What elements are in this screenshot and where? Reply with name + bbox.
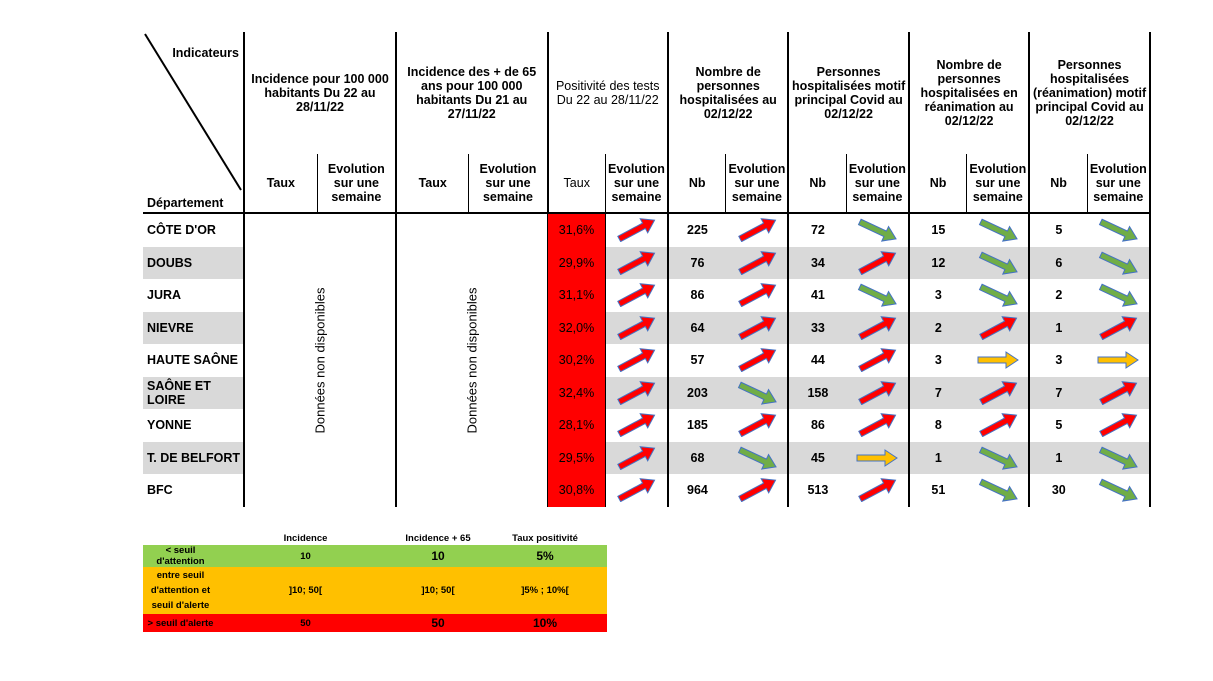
hospitalises-value: 185	[668, 409, 726, 442]
trend-up-arrow-icon	[614, 446, 658, 470]
hospitalises-trend	[726, 442, 788, 475]
positivite-trend	[606, 442, 668, 475]
trend-up-arrow-icon	[735, 251, 779, 275]
rea-covid-value: 1	[1029, 312, 1087, 345]
trend-up-arrow-icon	[855, 478, 899, 502]
trend-up-arrow-icon	[855, 381, 899, 405]
trend-down-arrow-icon	[976, 478, 1020, 502]
sub-header-nb: Nb	[788, 154, 846, 213]
reanimation-trend	[967, 442, 1029, 475]
legend-row-attention	[143, 545, 607, 567]
hosp-covid-trend	[846, 442, 908, 475]
group-header-incidence: Incidence pour 100 000 habitants Du 22 au 28/11/22	[244, 32, 396, 154]
group-header-positivite: Positivité des tests Du 22 au 28/11/22	[548, 32, 668, 154]
trend-down-arrow-icon	[1096, 446, 1140, 470]
sub-header-evolution: Evolution sur une semaine	[1087, 154, 1149, 213]
trend-up-arrow-icon	[855, 348, 899, 372]
legend-label: entre seuil d'attention et seuil d'alerte	[143, 567, 218, 614]
departement-name: T. DE BELFORT	[143, 442, 244, 475]
legend-value: ]5% ; 10%[	[483, 567, 607, 614]
hospitalises-value: 64	[668, 312, 726, 345]
trend-up-arrow-icon	[855, 251, 899, 275]
reanimation-trend	[967, 213, 1029, 247]
trend-up-arrow-icon	[735, 316, 779, 340]
legend-row-alerte	[143, 614, 607, 632]
trend-up-arrow-icon	[855, 413, 899, 437]
positivite-trend	[606, 312, 668, 345]
hospitalises-trend	[726, 409, 788, 442]
trend-up-arrow-icon	[735, 348, 779, 372]
departement-name: SAÔNE ET LOIRE	[143, 377, 244, 410]
trend-down-arrow-icon	[855, 283, 899, 307]
table-row	[143, 213, 1150, 247]
reanimation-value: 8	[909, 409, 967, 442]
positivite-value: 29,9%	[548, 247, 606, 280]
sub-header-evolution: Evolution sur une semaine	[967, 154, 1029, 213]
departement-name: HAUTE SAÔNE	[147, 353, 238, 368]
hospitalises-value: 76	[668, 247, 726, 280]
legend-value: 10%	[483, 614, 607, 632]
reanimation-value: 12	[909, 247, 967, 280]
trend-up-arrow-icon	[735, 283, 779, 307]
positivite-value: 31,1%	[548, 279, 606, 312]
trend-up-arrow-icon	[735, 478, 779, 502]
hosp-covid-trend	[846, 312, 908, 345]
hosp-covid-value: 33	[788, 312, 846, 345]
positivite-value: 32,0%	[548, 312, 606, 345]
hosp-covid-value: 72	[788, 213, 846, 247]
positivite-value: 31,6%	[548, 213, 606, 247]
hospitalises-value: 68	[668, 442, 726, 475]
reanimation-value: 3	[909, 279, 967, 312]
departement-name: CÔTE D'OR	[147, 223, 216, 238]
legend-row-entre	[143, 567, 607, 614]
sub-header-taux: Taux	[548, 154, 606, 213]
trend-up-arrow-icon	[735, 413, 779, 437]
trend-flat-arrow-icon	[1096, 348, 1140, 372]
hosp-covid-value: 44	[788, 344, 846, 377]
reanimation-value: 15	[909, 213, 967, 247]
sub-header-evolution: Evolution sur une semaine	[317, 154, 396, 213]
rea-covid-trend	[1087, 377, 1149, 410]
positivite-trend	[606, 409, 668, 442]
hospitalises-trend	[726, 377, 788, 410]
rea-covid-trend	[1087, 409, 1149, 442]
hospitalises-value: 86	[668, 279, 726, 312]
departement-name: JURA	[147, 288, 182, 303]
reanimation-value: 7	[909, 377, 967, 410]
non-disponibles-label: Données non disponibles	[464, 287, 480, 434]
indicateurs-label: Indicateurs	[172, 46, 239, 60]
trend-down-arrow-icon	[1096, 218, 1140, 242]
trend-up-arrow-icon	[1096, 381, 1140, 405]
reanimation-trend	[967, 409, 1029, 442]
legend-value: ]10; 50[	[218, 567, 393, 614]
sub-header-nb: Nb	[668, 154, 726, 213]
rea-covid-trend	[1087, 344, 1149, 377]
trend-up-arrow-icon	[1096, 413, 1140, 437]
trend-down-arrow-icon	[855, 218, 899, 242]
positivite-trend	[606, 213, 668, 247]
trend-up-arrow-icon	[855, 316, 899, 340]
trend-down-arrow-icon	[976, 218, 1020, 242]
hospitalises-value: 203	[668, 377, 726, 410]
positivite-trend	[606, 377, 668, 410]
legend-value: 50	[218, 614, 393, 632]
trend-down-arrow-icon	[735, 381, 779, 405]
trend-flat-arrow-icon	[976, 348, 1020, 372]
header-corner	[143, 32, 244, 213]
group-header-reanimation: Nombre de personnes hospitalisées en réanimation au 02/12/22	[909, 32, 1029, 154]
incidence-unavailable	[244, 213, 396, 507]
group-header-hospitalises: Nombre de personnes hospitalisées au 02/12/22	[668, 32, 788, 154]
hosp-covid-trend	[846, 344, 908, 377]
departement-name: DOUBS	[143, 247, 244, 280]
reanimation-trend	[967, 344, 1029, 377]
hosp-covid-value: 41	[788, 279, 846, 312]
sub-header-evolution: Evolution sur une semaine	[846, 154, 908, 213]
hospitalises-trend	[726, 213, 788, 247]
rea-covid-trend	[1087, 279, 1149, 312]
sub-header-nb: Nb	[1029, 154, 1087, 213]
hosp-covid-trend	[846, 213, 908, 247]
trend-up-arrow-icon	[1096, 316, 1140, 340]
rea-covid-value: 30	[1029, 474, 1087, 507]
sub-header-nb: Nb	[909, 154, 967, 213]
hosp-covid-trend	[846, 409, 908, 442]
reanimation-trend	[967, 474, 1029, 507]
trend-up-arrow-icon	[614, 283, 658, 307]
positivite-trend	[606, 344, 668, 377]
departement-name: BFC	[147, 483, 173, 498]
reanimation-value: 3	[909, 344, 967, 377]
positivite-trend	[606, 247, 668, 280]
reanimation-trend	[967, 247, 1029, 280]
hospitalises-trend	[726, 279, 788, 312]
trend-down-arrow-icon	[976, 446, 1020, 470]
trend-up-arrow-icon	[614, 316, 658, 340]
hosp-covid-value: 34	[788, 247, 846, 280]
rea-covid-value: 3	[1029, 344, 1087, 377]
positivite-value: 29,5%	[548, 442, 606, 475]
positivite-value: 30,8%	[548, 474, 606, 507]
legend-value: 5%	[483, 545, 607, 567]
sub-header-evolution: Evolution sur une semaine	[606, 154, 668, 213]
legend-header-incidence: Incidence	[283, 532, 328, 544]
trend-down-arrow-icon	[976, 251, 1020, 275]
sub-header-evolution: Evolution sur une semaine	[469, 154, 548, 213]
covid-indicators-table	[143, 32, 1151, 507]
reanimation-trend	[967, 312, 1029, 345]
group-header-incidence-65: Incidence des + de 65 ans pour 100 000 habitants Du 21 au 27/11/22	[396, 32, 548, 154]
rea-covid-value: 7	[1029, 377, 1087, 410]
trend-down-arrow-icon	[735, 446, 779, 470]
non-disponibles-label: Données non disponibles	[312, 287, 328, 434]
hospitalises-trend	[726, 312, 788, 345]
trend-up-arrow-icon	[614, 251, 658, 275]
trend-up-arrow-icon	[614, 478, 658, 502]
trend-down-arrow-icon	[1096, 478, 1140, 502]
group-header-hosp-covid: Personnes hospitalisées motif principal Covid au 02/12/22	[788, 32, 908, 154]
trend-up-arrow-icon	[614, 413, 658, 437]
departement-label: Département	[147, 196, 224, 210]
hosp-covid-value: 158	[788, 377, 846, 410]
departement-name: NIEVRE	[143, 312, 244, 345]
incidence-65-unavailable	[396, 213, 548, 507]
positivite-trend	[606, 279, 668, 312]
rea-covid-value: 5	[1029, 213, 1087, 247]
rea-covid-value: 5	[1029, 409, 1087, 442]
trend-flat-arrow-icon	[855, 446, 899, 470]
sub-header-taux: Taux	[396, 154, 469, 213]
sub-header-taux: Taux	[244, 154, 317, 213]
positivite-trend	[606, 474, 668, 507]
hosp-covid-trend	[846, 474, 908, 507]
hosp-covid-value: 513	[788, 474, 846, 507]
hosp-covid-value: 45	[788, 442, 846, 475]
hospitalises-value: 57	[668, 344, 726, 377]
hospitalises-value: 964	[668, 474, 726, 507]
legend-value: ]10; 50[	[393, 567, 483, 614]
legend-header-positivite: Taux positivité	[512, 532, 578, 544]
reanimation-value: 51	[909, 474, 967, 507]
hospitalises-trend	[726, 474, 788, 507]
legend-corner	[143, 531, 218, 545]
rea-covid-value: 6	[1029, 247, 1087, 280]
legend-label: < seuil d'attention	[143, 545, 218, 567]
legend-label: > seuil d'alerte	[143, 614, 218, 632]
trend-down-arrow-icon	[1096, 251, 1140, 275]
trend-up-arrow-icon	[735, 218, 779, 242]
legend-table	[143, 531, 607, 632]
positivite-value: 32,4%	[548, 377, 606, 410]
trend-up-arrow-icon	[976, 413, 1020, 437]
rea-covid-value: 1	[1029, 442, 1087, 475]
rea-covid-trend	[1087, 442, 1149, 475]
rea-covid-trend	[1087, 213, 1149, 247]
group-header-rea-covid: Personnes hospitalisées (réanimation) motif principal Covid au 02/12/22	[1029, 32, 1149, 154]
trend-down-arrow-icon	[976, 283, 1020, 307]
hosp-covid-trend	[846, 247, 908, 280]
rea-covid-trend	[1087, 312, 1149, 345]
hosp-covid-value: 86	[788, 409, 846, 442]
positivite-value: 28,1%	[548, 409, 606, 442]
hosp-covid-trend	[846, 279, 908, 312]
trend-up-arrow-icon	[976, 316, 1020, 340]
reanimation-value: 1	[909, 442, 967, 475]
trend-up-arrow-icon	[614, 218, 658, 242]
trend-up-arrow-icon	[976, 381, 1020, 405]
reanimation-trend	[967, 279, 1029, 312]
positivite-value: 30,2%	[548, 344, 606, 377]
legend-value: 10	[218, 545, 393, 567]
hosp-covid-trend	[846, 377, 908, 410]
hospitalises-trend	[726, 344, 788, 377]
departement-name: YONNE	[147, 418, 192, 433]
legend-header-incidence-65: Incidence + 65	[405, 532, 471, 544]
reanimation-trend	[967, 377, 1029, 410]
reanimation-value: 2	[909, 312, 967, 345]
hospitalises-trend	[726, 247, 788, 280]
trend-up-arrow-icon	[614, 381, 658, 405]
trend-up-arrow-icon	[614, 348, 658, 372]
rea-covid-trend	[1087, 474, 1149, 507]
hospitalises-value: 225	[668, 213, 726, 247]
sub-header-evolution: Evolution sur une semaine	[726, 154, 788, 213]
legend-value: 10	[393, 545, 483, 567]
rea-covid-value: 2	[1029, 279, 1087, 312]
trend-down-arrow-icon	[1096, 283, 1140, 307]
legend-value: 50	[393, 614, 483, 632]
rea-covid-trend	[1087, 247, 1149, 280]
